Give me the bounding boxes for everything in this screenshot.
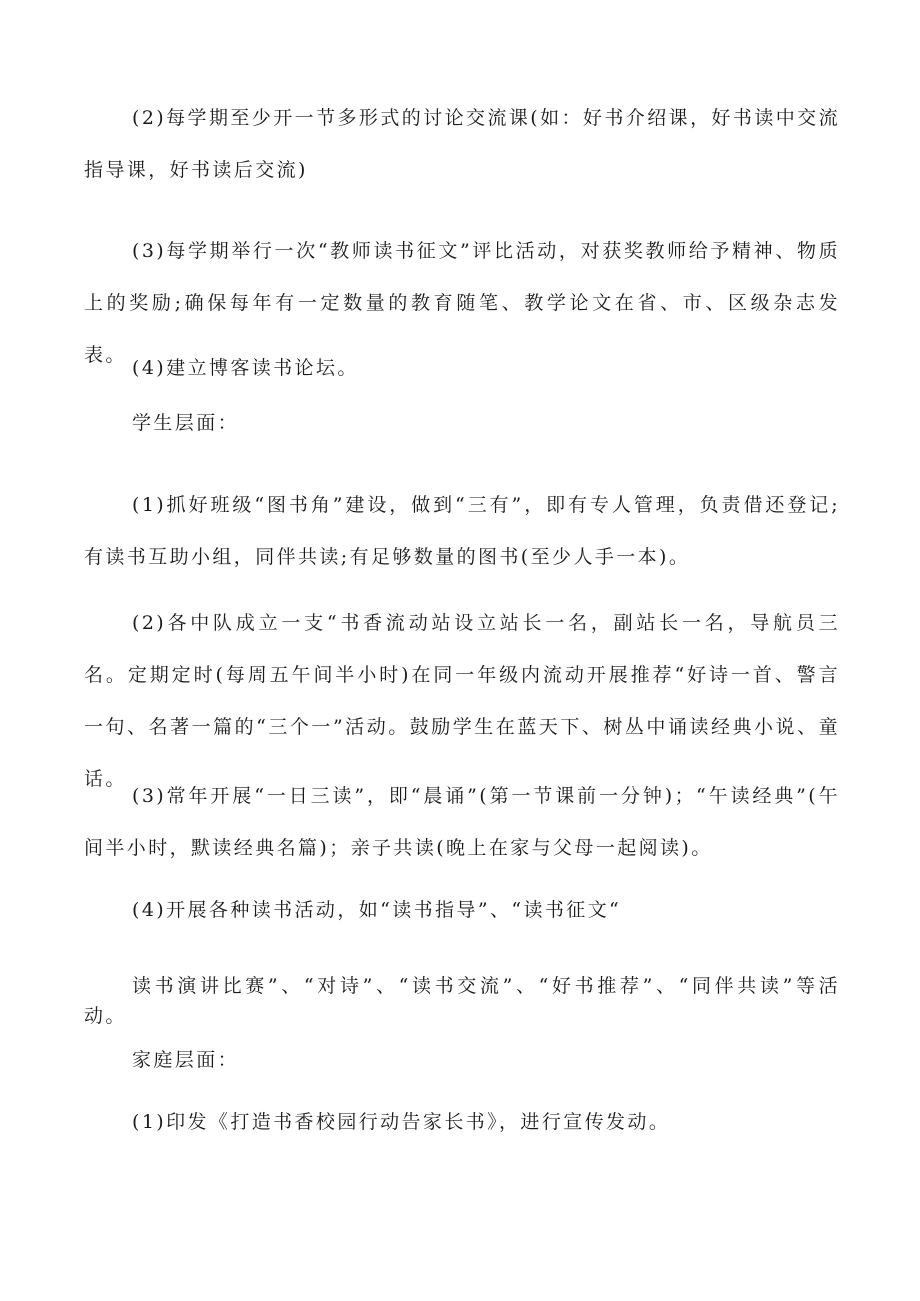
paragraph-book-corner: (1)抓好班级“图书角”建设，做到“三有”，即有专人管理，负责借还登记;有读书互助小组，同伴共读;有足够数量的图书(至少人手一本)。 bbox=[84, 494, 840, 568]
paragraph-three-readings: (3)常年开展“一日三读”，即“晨诵”(第一节课前一分钟)；“午读经典”(午间半小时，默读经典名篇)；亲子共读(晚上在家与父母一起阅读)。 bbox=[84, 785, 840, 859]
paragraph-parent-letter: (1)印发《打造书香校园行动告家长书》，进行宣传发动。 bbox=[132, 1111, 671, 1133]
paragraph-reading-activities-continued: 读书演讲比赛”、“对诗”、“读书交流”、“好书推荐”、“同伴共读”等活动。 bbox=[84, 975, 841, 1027]
paragraph-teacher-essay-contest: (3)每学期举行一次“教师读书征文”评比活动，对获奖教师给予精神、物质上的奖励;确保每年有一定数量的教育随笔、教学论文在省、市、区级杂志发表。 bbox=[84, 240, 840, 366]
heading-family-level: 家庭层面： bbox=[132, 1049, 240, 1071]
paragraph-reading-activities: (4)开展各种读书活动，如“读书指导”、“读书征文“ bbox=[132, 899, 622, 921]
heading-student-level: 学生层面： bbox=[132, 412, 240, 434]
paragraph-teacher-discussion-class: (2)每学期至少开一节多形式的讨论交流课(如：好书介绍课，好书读中交流指导课，好书读后交流) bbox=[84, 107, 840, 181]
paragraph-blog-forum: (4)建立博客读书论坛。 bbox=[132, 357, 359, 379]
paragraph-book-station: (2)各中队成立一支“书香流动站设立站长一名，副站长一名，导航员三名。定期定时(每周五午间半小时)在同一年级内流动开展推荐“好诗一首、警言一句、名著一篇的“三个一”活动。鼓励学生在蓝天下、树丛中诵读经典小说、童话。 bbox=[84, 612, 840, 790]
